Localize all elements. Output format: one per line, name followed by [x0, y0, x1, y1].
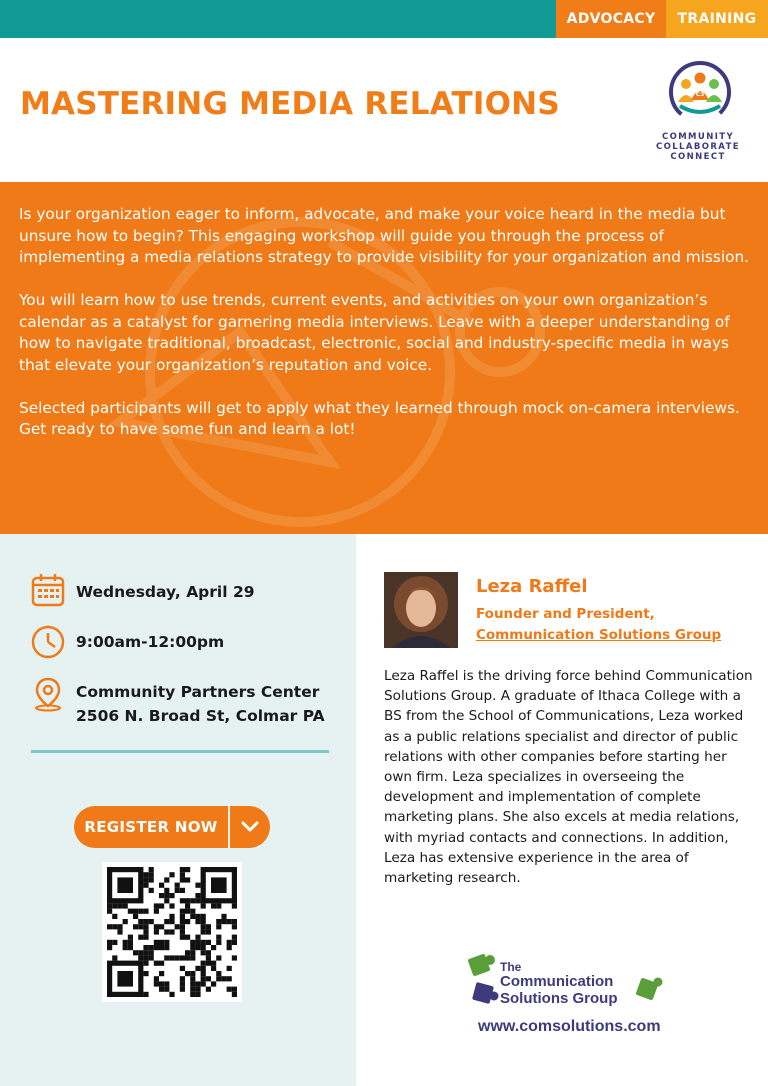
map-pin-icon: [30, 676, 66, 712]
qr-code-icon: [102, 862, 242, 1002]
description-paragraph: Selected participants will get to apply what they learned through mock on-camera interviews. Get ready to have some fun and learn a lot!: [19, 398, 740, 438]
svg-text:C3: C3: [695, 91, 705, 98]
tag-advocacy: ADVOCACY: [556, 0, 666, 38]
venue-name: Community Partners Center: [76, 683, 320, 701]
clock-icon: [30, 624, 66, 660]
speaker-portrait-icon: [384, 572, 458, 648]
sponsor-name-line: Solutions Group: [500, 990, 618, 1007]
sponsor-logo: [466, 950, 670, 1014]
event-time: [30, 624, 224, 660]
register-now-button[interactable]: [74, 806, 270, 848]
speaker-organization-link[interactable]: Communication Solutions Group: [476, 627, 722, 643]
community-logo-text: COMMUNITY COLLABORATE CONNECT: [655, 132, 741, 162]
event-time-text: 9:00am-12:00pm: [76, 633, 225, 651]
register-now-label: REGISTER NOW: [84, 818, 218, 836]
register-separator: [228, 806, 230, 848]
tag-training: TRAINING: [666, 0, 768, 38]
event-date: [30, 572, 255, 608]
description-section: [0, 182, 768, 534]
sponsor-website-link[interactable]: www.comsolutions.com: [478, 1018, 661, 1035]
description-paragraph: Is your organization eager to inform, advocate, and make your voice heard in the media but unsure how to begin? This engaging workshop will guide you through the process of implementing a media relations strategy to provide visibility for your organization and mission.: [19, 205, 750, 266]
event-location: [30, 676, 325, 728]
page-title: MASTERING MEDIA RELATIONS: [20, 86, 560, 122]
venue-address: 2506 N. Broad St, Colmar PA: [76, 707, 325, 725]
community-logo: [650, 56, 746, 176]
sponsor-name-line: The: [500, 960, 522, 974]
sponsor-name-line: Communication: [500, 973, 614, 990]
chevron-down-icon: [240, 820, 260, 834]
registration-qr-code[interactable]: [102, 862, 242, 1002]
community-logo-icon: [666, 58, 734, 126]
speaker-role: [476, 604, 721, 646]
description-paragraph: You will learn how to use trends, current events, and activities on your own organization’s calendar as a catalyst for garnering media interviews. Leave with a deeper understanding of how to navigate traditional, broadcast, electronic, social and industry-specific media in ways that elevate your organization’s reputation and voice.: [19, 291, 730, 374]
description-text: [19, 204, 754, 462]
speaker-title: Founder and President,: [476, 606, 655, 622]
speaker-photo: [384, 572, 458, 648]
speaker-bio: Leza Raffel is the driving force behind Communication Solutions Group. A graduate of Ithaca College with a BS from the School of Communications, Leza worked as a public relations specialist and director of public relations with other companies before starting her own firm. Leza specializes in overseeing the development and implementation of complete marketing plans. She also excels at media relations, with myriad contacts and connections. In addition, Leza has extensive experience in the area of marketing research.: [384, 668, 753, 887]
divider: [31, 750, 329, 753]
event-location-text: [76, 676, 325, 728]
speaker-name: Leza Raffel: [476, 576, 588, 597]
calendar-icon: [30, 572, 66, 608]
event-date-text: Wednesday, April 29: [76, 583, 255, 601]
register-dropdown[interactable]: [230, 806, 270, 848]
